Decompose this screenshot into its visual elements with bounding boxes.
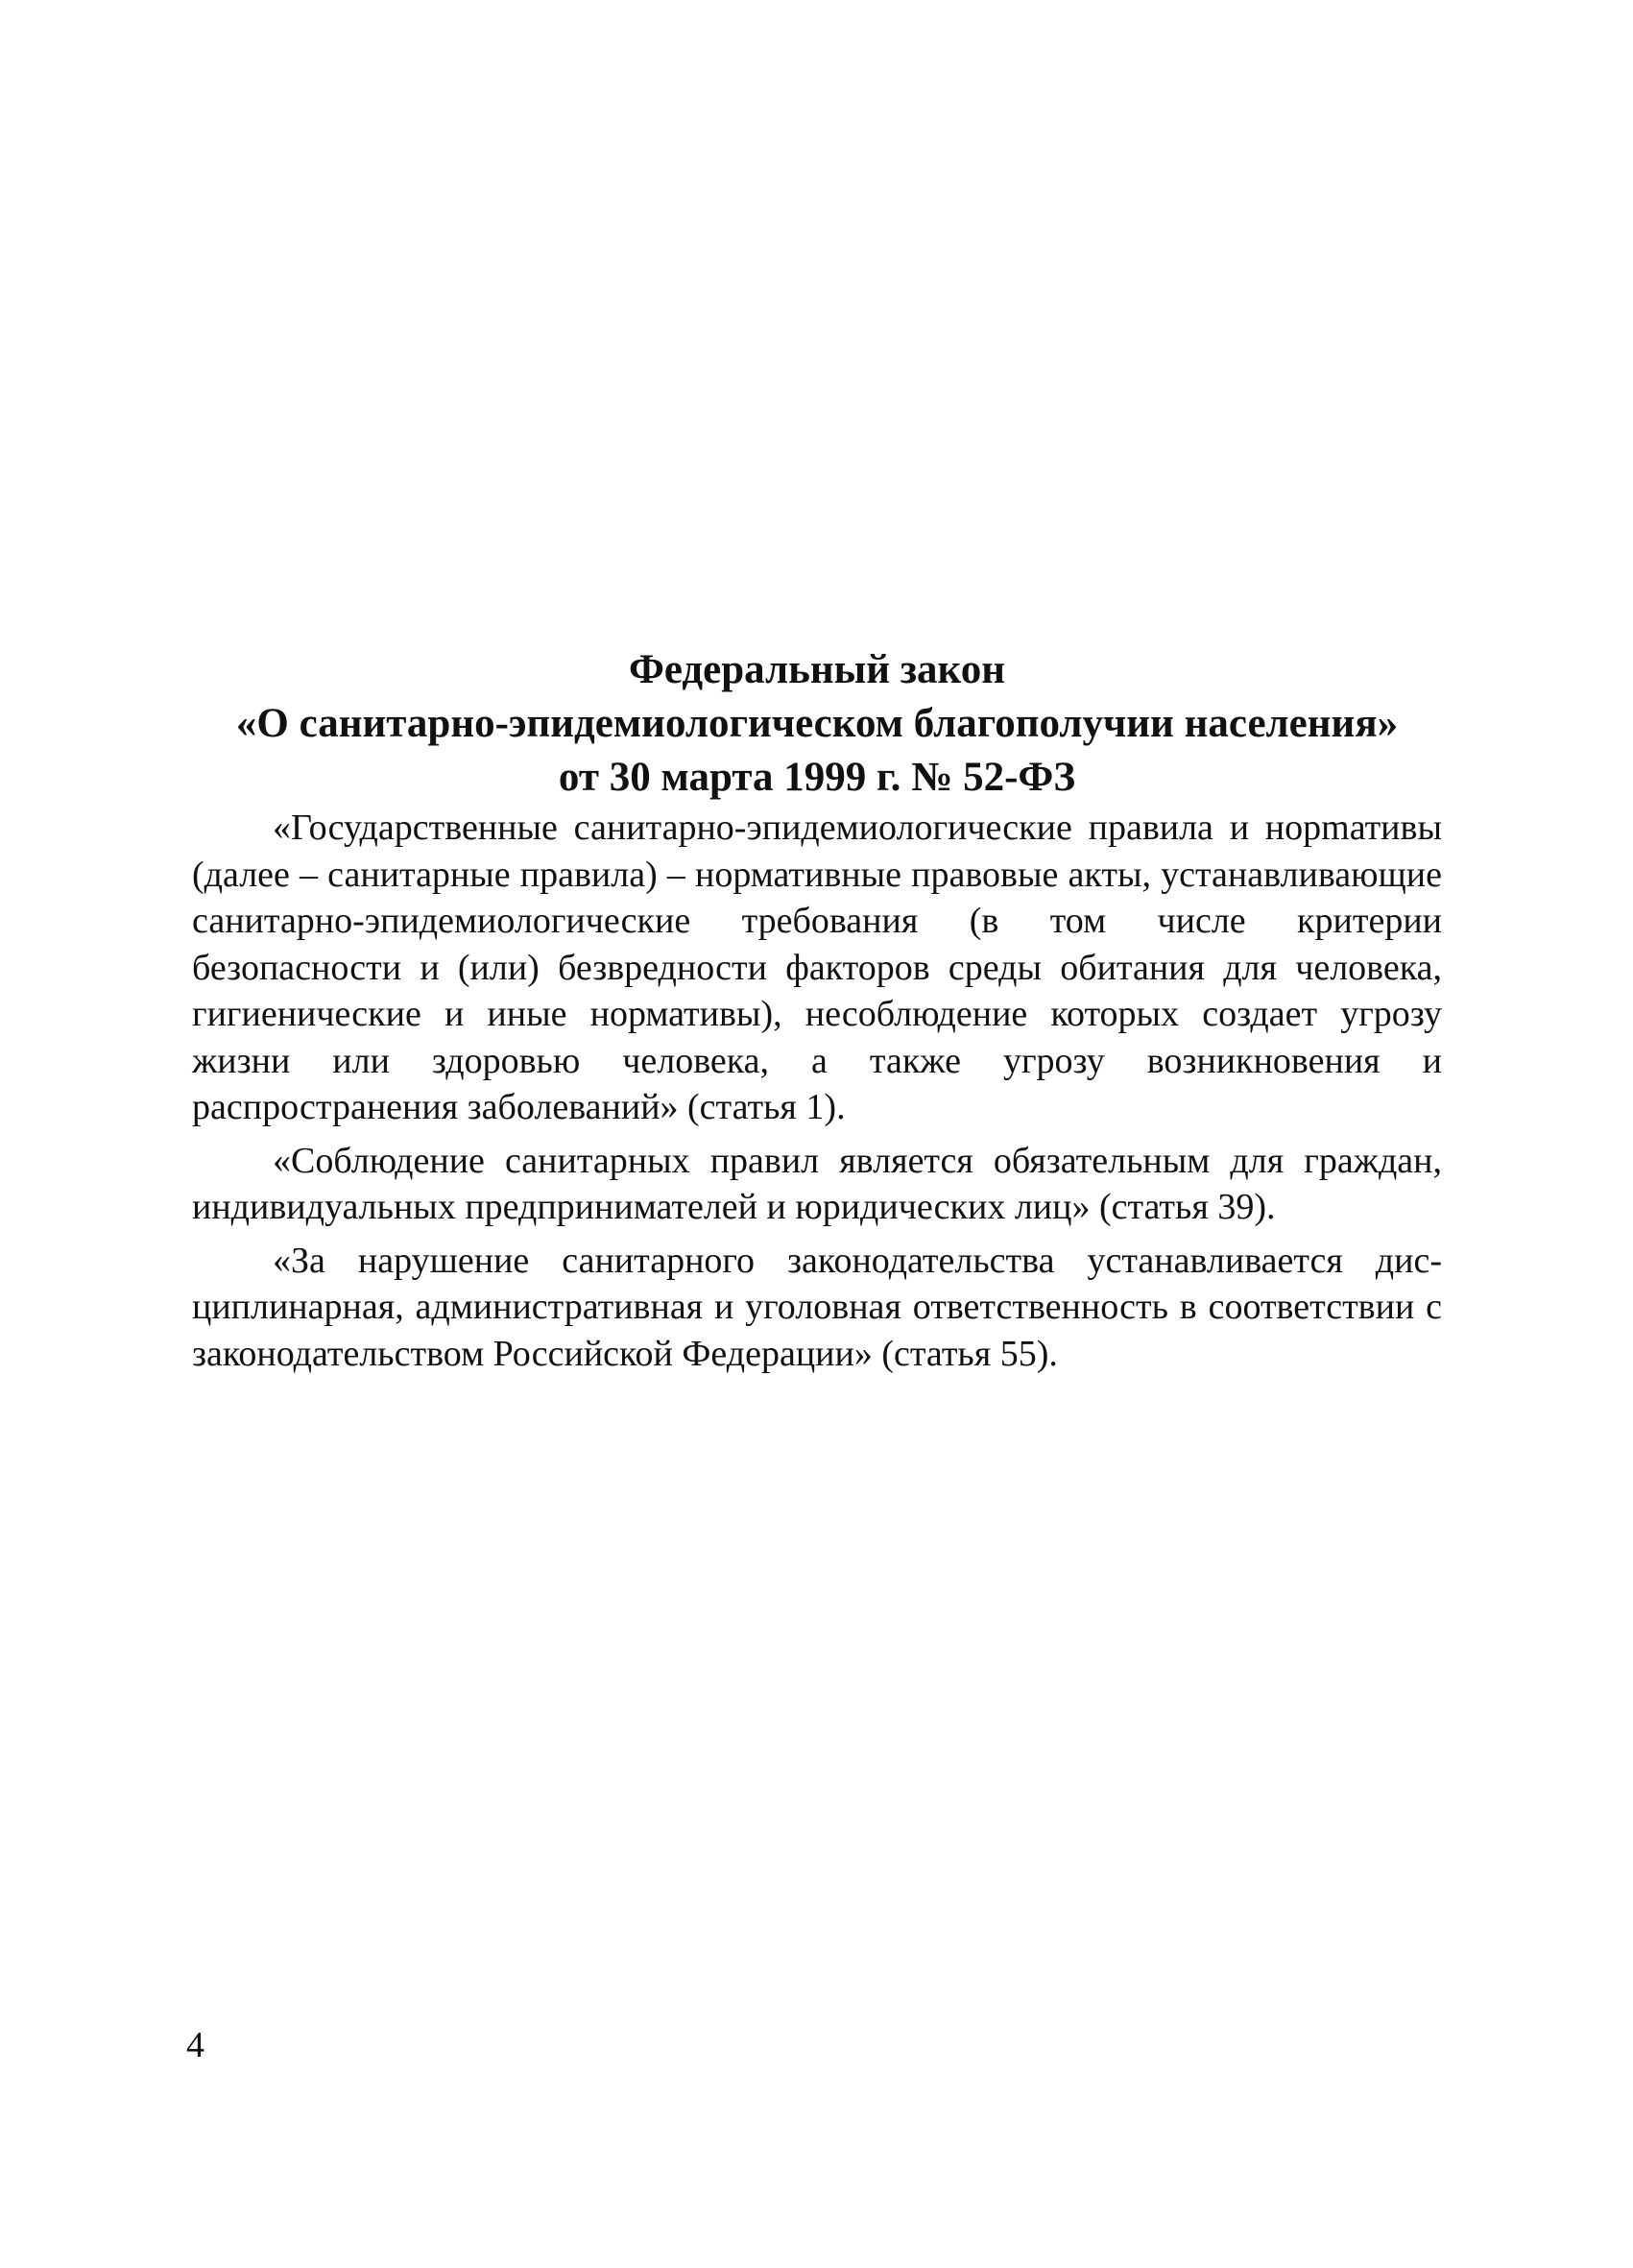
paragraph-article-39: «Соблюдение санитарных правил является обязательным для граждан, индивидуальных предпринимателей и юридических лиц» (статья 39). [192,1140,1442,1227]
title-line-3: от 30 марта 1999 г. № 52-ФЗ [558,755,1076,800]
paragraph-article-55: «За нарушение санитарного законодательства устанавливается дисциплинарная, административная и уголовная ответственность в соответствии с законодательством Российской Федерации» (статья 55). [192,1240,1442,1374]
title-line-2: «О санитарно-эпидемиологическом благополучии населения» [235,701,1399,746]
page-number: 4 [186,2025,204,2065]
document-content [192,643,1442,1377]
title-line-1: Федеральный закон [628,647,1006,692]
paragraph-article-1: «Государственные санитарно-эпидемиологические правила и норmативы (далее – санитарные правила) – нормативные правовые акты, устанавливающие санитарно-эпидемиологические требования (в том числе критерии безопасности и (или) безвредности факторов среды обитания для человека, гигиенические и иные нормативы), несоблюдение которых создает угрозу жизни или здоровью человека, а также угрозу возникновения и распространения заболеваний» (статья 1). [192,808,1442,1127]
document-title [192,643,1442,805]
